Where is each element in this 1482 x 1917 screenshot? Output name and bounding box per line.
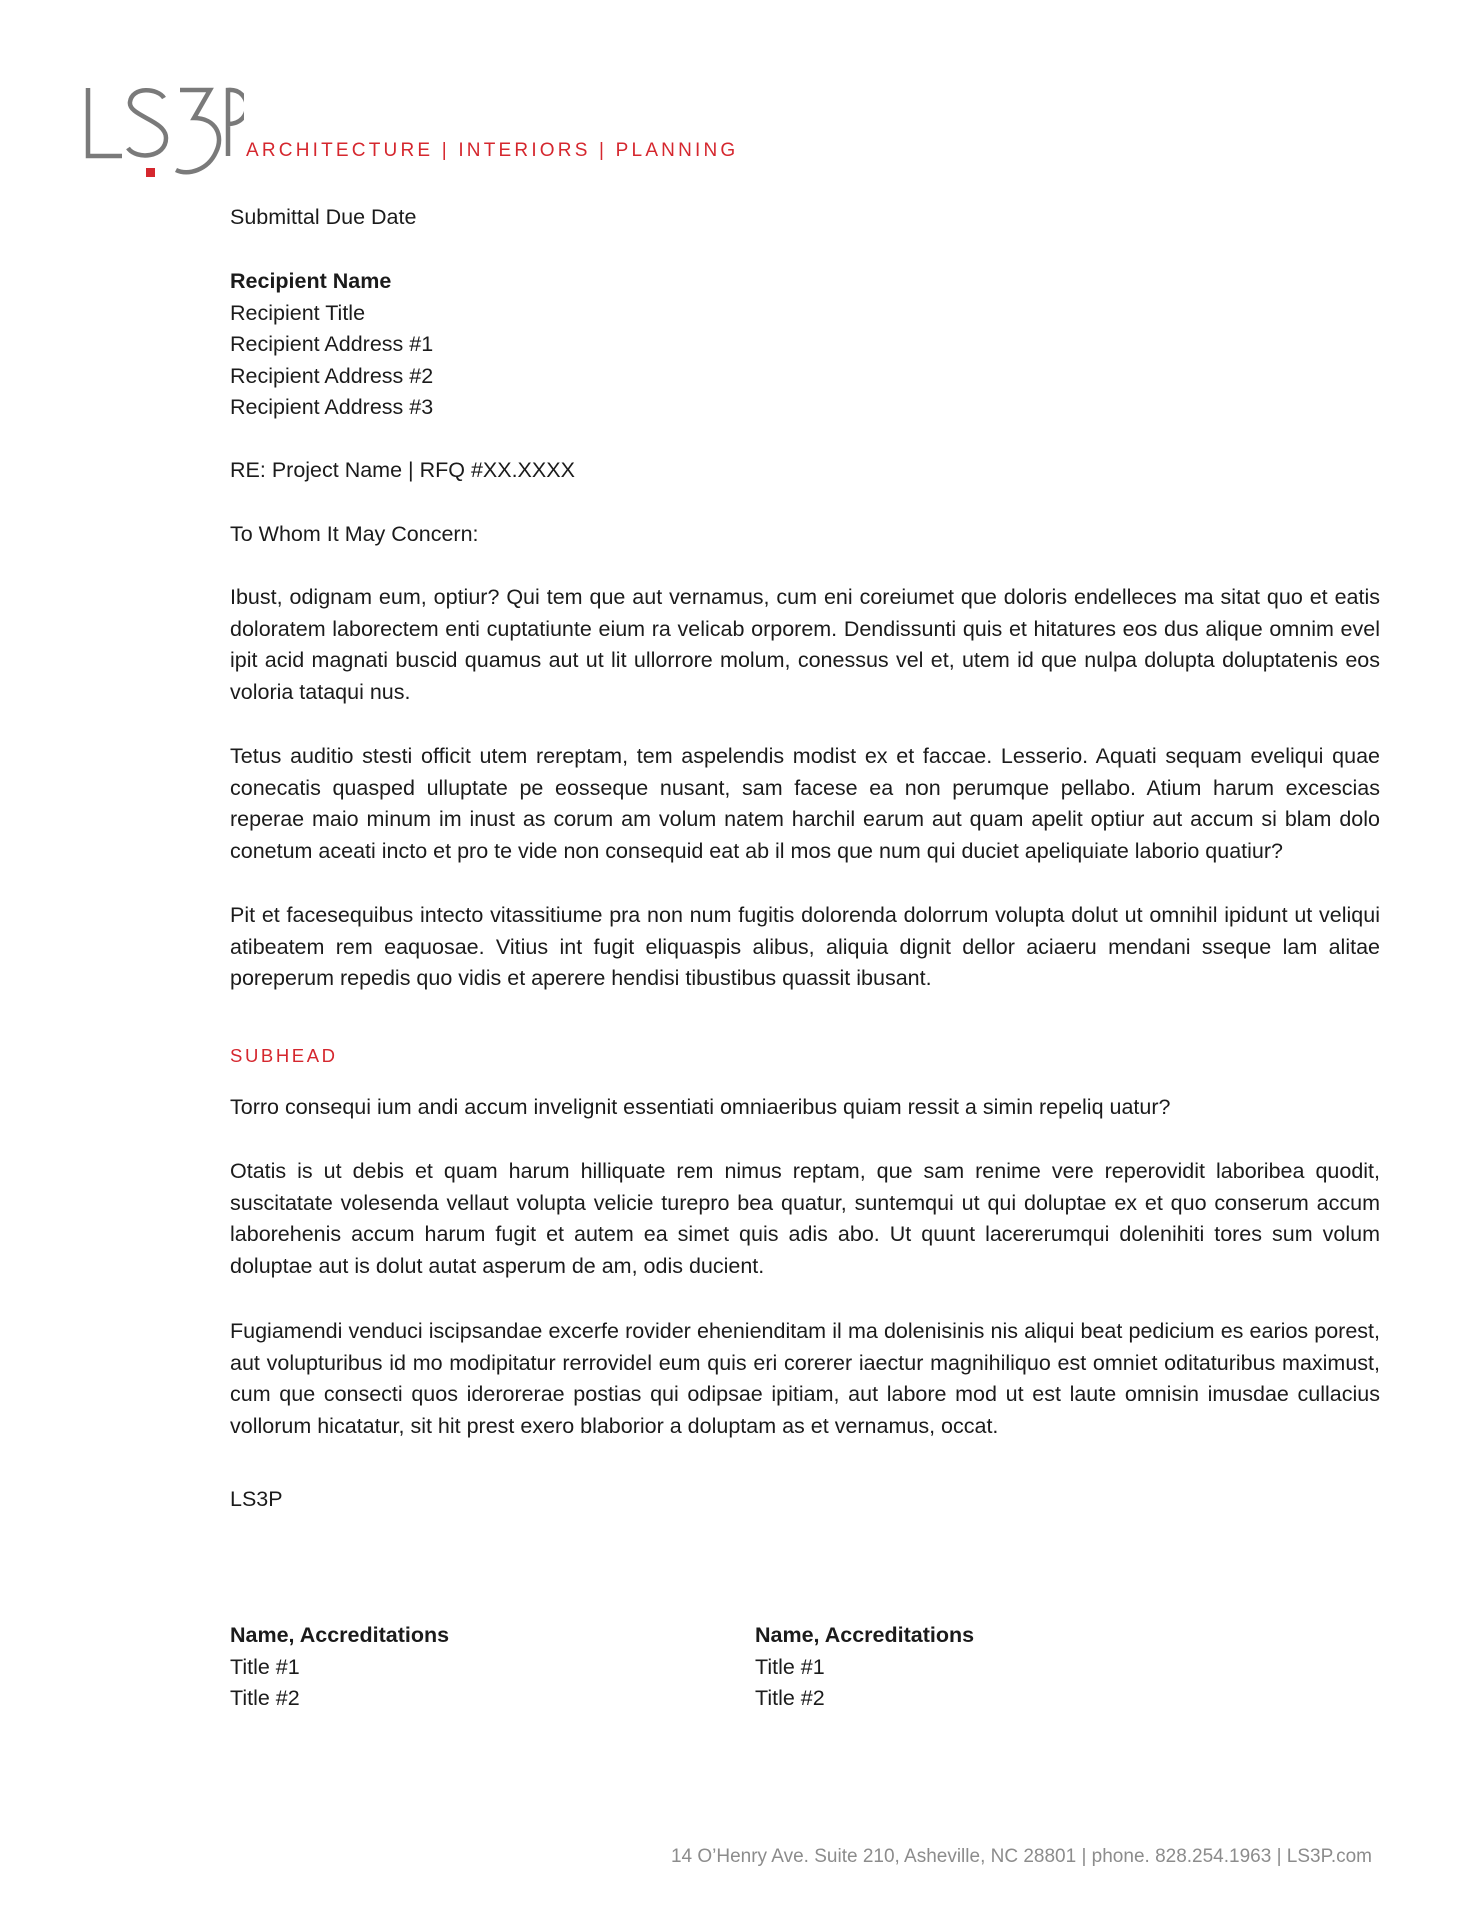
signatory-name: Name, Accreditations xyxy=(230,1623,450,1647)
body-paragraph-1: Ibust, odignam eum, optiur? Qui tem que aut vernamus, cum eni coreiumet que doloris endelleces ma sitat quo et eatis doloratem laborectem enti cuptatiunte eium ra velicab orporem. Dendissunti quis et hitatures eos dus alique omnim evel ipit acid magnati buscid quamus aut ut lit ullorrore molum, conessus vel et, utem id que nulpa dolupta doluptatenis eos voloria tataqui nus. xyxy=(230,585,1380,704)
ls3p-logo xyxy=(84,84,244,184)
signatory-title-1: Title #1 xyxy=(755,1654,825,1679)
footer-contact: 14 O’Henry Ave. Suite 210, Asheville, NC 28801 | phone. 828.254.1963 | LS3P.com xyxy=(670,1846,1372,1867)
signatory-title-1: Title #1 xyxy=(230,1654,300,1679)
signature-block-1 xyxy=(230,1620,650,1715)
recipient-title: Recipient Title xyxy=(230,300,366,325)
sub-paragraph-3: Fugiamendi venduci iscipsandae excerfe rovider ehenienditam il ma dolenisinis nis aliqui beat pedicium es earios porest, aut volupturibus id mo modipitatur rerrovidel eum quis eri corerer iaectur magnihiliquo est omniet oditaturibus maximust, cum que consecti quos iderorerae postias qui odipsae ipitiam, aut labore mod ut est laute omnisin imusdae cullacius vollorum hicatatur, sit hit prest exero blaborior a doluptam as et vernamus, occat. xyxy=(230,1319,1380,1438)
body-paragraph-3: Pit et facesequibus intecto vitassitiume pra non num fugitis dolorenda dolorrum volupta dolut ut omnihil ipidunt ut veliqui atibeatem rem eaquosae. Vitius int fugit eliquaspis alibus, aliquia dignit dellor aciaeru mendani sseque lam alitae poreperum repedis quo vidis et aperere hendisi tibustibus quassit ibusant. xyxy=(230,903,1380,991)
recipient-address-2: Recipient Address #2 xyxy=(230,363,434,388)
recipient-address-1: Recipient Address #1 xyxy=(230,332,434,357)
submittal-date: Submittal Due Date xyxy=(230,205,417,229)
recipient-name: Recipient Name xyxy=(230,269,392,293)
signatory-title-2: Title #2 xyxy=(230,1686,300,1711)
sub-paragraph-2: Otatis is ut debis et quam harum hilliquate rem nimus reptam, que sam renime vere reperovidit laboribea quodit, suscitatate volesenda vellaut volupta velicie turepro bea quatur, suntemqui ut qui doluptae ex et quo conserum accum laborehenis accum harum fugit et autem ea simet quis adis abo. Ut quunt lacererumqui dolenihiti tores sum volum doluptae aut is dolut autat asperum de am, odis ducient. xyxy=(230,1159,1380,1278)
signature-block-2 xyxy=(755,1620,1175,1715)
recipient-block xyxy=(230,266,1380,424)
closing-firm-name: LS3P xyxy=(230,1487,283,1511)
subhead: SUBHEAD xyxy=(230,1045,338,1066)
re-line: RE: Project Name | RFQ #XX.XXXX xyxy=(230,458,575,482)
recipient-address-3: Recipient Address #3 xyxy=(230,395,434,420)
body-paragraph-2: Tetus auditio stesti officit utem rereptam, tem aspelendis modist ex et faccae. Lesserio. Aquati sequam eveliqui quae conecatis quasped ulluptate pe eosseque nusant, sam facese ea non perumque pellabo. Atium harum excescias reperae maio minum im inust as corum am volum natem harchil earum aut quam apelit optiur aut accum si blam dolo conetum aceati incto et pro te vide non consequid eat ab il mos que num qui duciet apeliquiate laborio quatiur? xyxy=(230,744,1380,863)
salutation: To Whom It May Concern: xyxy=(230,522,479,546)
signatory-title-2: Title #2 xyxy=(755,1686,825,1711)
sub-paragraph-1: Torro consequi ium andi accum invelignit essentiati omniaeribus quiam ressit a simin repeliq uatur? xyxy=(230,1095,1171,1119)
signatory-name: Name, Accreditations xyxy=(755,1623,975,1647)
firm-tagline: ARCHITECTURE | INTERIORS | PLANNING xyxy=(246,140,739,161)
